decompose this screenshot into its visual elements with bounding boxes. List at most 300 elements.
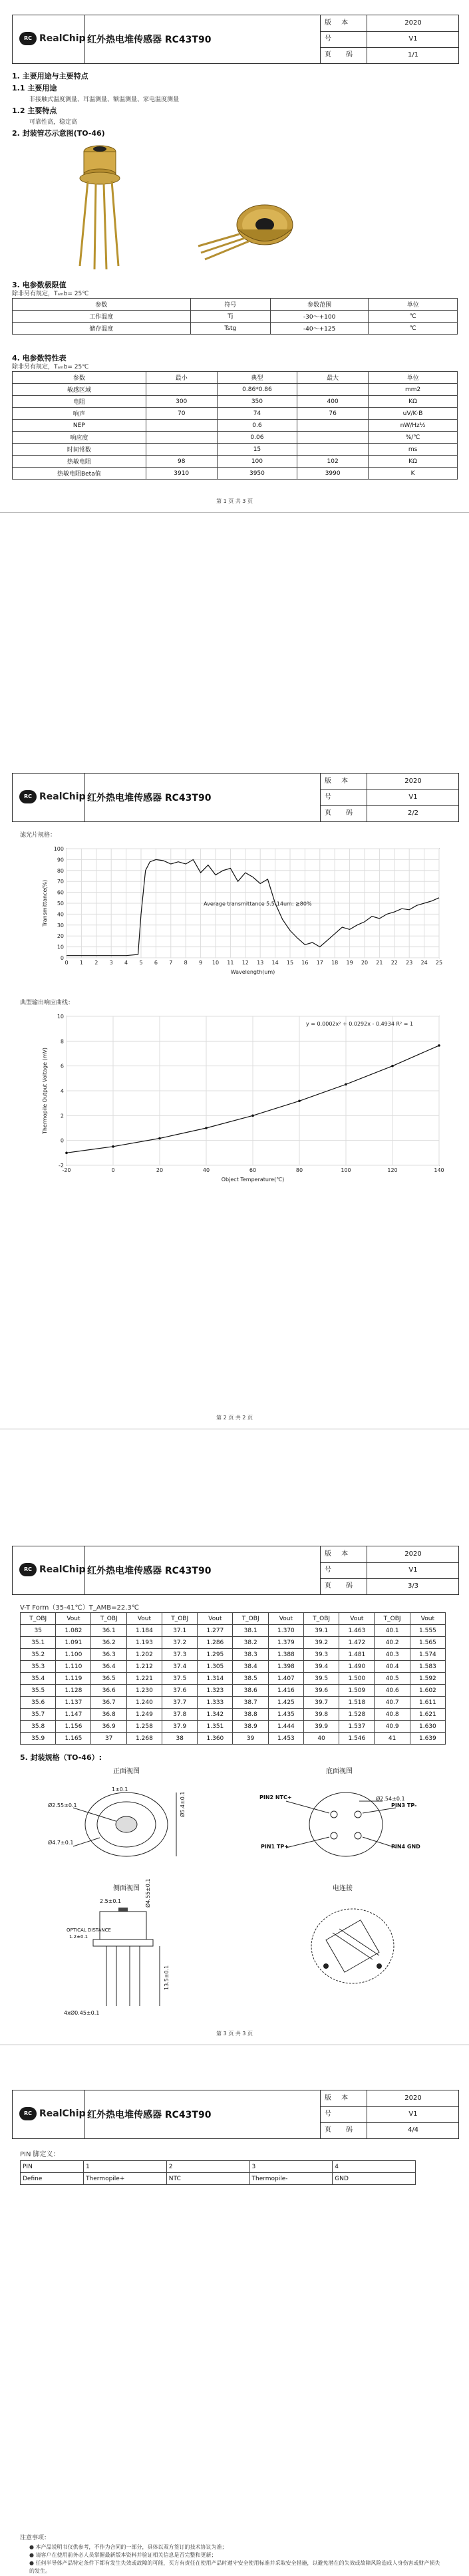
td: 35.2 <box>21 1649 56 1661</box>
version-year: 2020 <box>404 1550 422 1558</box>
page-value: 3/3 <box>407 1582 419 1590</box>
x-tick-label: 24 <box>420 960 428 966</box>
td: 40 <box>303 1733 339 1745</box>
td: 39.7 <box>303 1697 339 1709</box>
td: 37.3 <box>162 1649 197 1661</box>
pin-table <box>20 2160 416 2185</box>
td: ms <box>369 444 458 456</box>
x-tick-label: 20 <box>156 1167 164 1173</box>
data-point <box>158 1137 161 1140</box>
version-value: V1 <box>408 793 418 801</box>
x-tick-label: 9 <box>199 960 203 966</box>
td: Tstg <box>190 323 270 335</box>
td: 36.7 <box>91 1697 126 1709</box>
table-row <box>21 1733 446 1745</box>
td: 38.3 <box>233 1649 268 1661</box>
data-point <box>205 1127 208 1129</box>
th: 单位 <box>369 299 458 311</box>
td: 1.509 <box>339 1685 375 1697</box>
td: 37.5 <box>162 1673 197 1685</box>
td: 40.8 <box>375 1709 410 1721</box>
td: KΩ <box>369 396 458 408</box>
doc-meta <box>320 1546 459 1594</box>
td: 35.6 <box>21 1697 56 1709</box>
td: 1.110 <box>56 1661 91 1673</box>
x-tick-label: 40 <box>202 1167 210 1173</box>
td: 38.1 <box>233 1625 268 1637</box>
logo-mark: RC <box>19 32 37 45</box>
td: 36.6 <box>91 1685 126 1697</box>
td: 0.86*0.86 <box>217 384 297 396</box>
td: 39.1 <box>303 1625 339 1637</box>
td: uV/K·B <box>369 408 458 420</box>
logo <box>13 2090 85 2138</box>
x-tick-label: 120 <box>387 1167 398 1173</box>
table-row <box>13 456 458 468</box>
td: 36.2 <box>91 1637 126 1649</box>
td: 35.1 <box>21 1637 56 1649</box>
bottom-view-drawing <box>259 1775 419 1874</box>
td: 1.314 <box>198 1673 233 1685</box>
td: 300 <box>146 396 217 408</box>
td: 38.8 <box>233 1709 268 1721</box>
td: %/℃ <box>369 432 458 444</box>
td: 热敏电阻 <box>13 456 146 468</box>
td: 40.9 <box>375 1721 410 1733</box>
td: 40.3 <box>375 1649 410 1661</box>
y-tick-label: 10 <box>57 1014 64 1020</box>
data-point <box>391 1065 394 1068</box>
table-row <box>21 1649 446 1661</box>
filter-title: 滤光片规格： <box>20 832 57 839</box>
page-footer: 第 2 页 共 2 页 <box>216 1415 253 1421</box>
y-tick-label: 80 <box>57 867 64 874</box>
dim-opt: OPTICAL DISTANCE <box>67 1928 111 1933</box>
x-tick-label: 19 <box>346 960 353 966</box>
logo-mark: RC <box>19 1563 37 1576</box>
doc-title: 红外热电堆传感器 RC43T90 <box>87 1566 212 1576</box>
section-2-title: 2. 封装管芯示意图(TO-46) <box>12 129 105 138</box>
th: 最大 <box>297 372 369 384</box>
pin4-label: PIN4 GND <box>391 1844 420 1850</box>
y-axis-label: Transmittance(%) <box>42 879 48 927</box>
td: 39.9 <box>303 1721 339 1733</box>
td: 40.1 <box>375 1625 410 1637</box>
page-divider <box>0 512 469 513</box>
th: T_OBJ <box>162 1613 197 1625</box>
section-1-1-title: 1.1 主要用途 <box>12 84 57 92</box>
th: Vout <box>410 1613 445 1625</box>
td: 1.416 <box>268 1685 303 1697</box>
td: 1.444 <box>268 1721 303 1733</box>
doc-title: 红外热电堆传感器 RC43T90 <box>87 2110 212 2120</box>
table-row <box>13 396 458 408</box>
version-year: 2020 <box>404 19 422 27</box>
doc-header <box>12 15 459 64</box>
page-key: 页 码 <box>321 2122 367 2138</box>
data-point <box>251 1115 254 1117</box>
circuit-drawing <box>286 1893 419 2006</box>
td: 37.6 <box>162 1685 197 1697</box>
dim-d1: Ø2.55±0.1 <box>48 1802 77 1808</box>
y-tick-label: 50 <box>57 901 64 907</box>
td: 1.286 <box>198 1637 233 1649</box>
y-tick-label: 90 <box>57 857 64 863</box>
td: 37.9 <box>162 1721 197 1733</box>
th: Vout <box>126 1613 162 1625</box>
note-1: ● 本产品说明书仅供参考，不作为合同的一部分，具体以双方签订的技术协议为准； <box>29 2544 228 2550</box>
x-tick-label: 16 <box>301 960 309 966</box>
td <box>297 420 369 432</box>
td: 35.3 <box>21 1661 56 1673</box>
td: 储存温度 <box>13 323 191 335</box>
td: K <box>369 468 458 480</box>
td: mm2 <box>369 384 458 396</box>
td: 响声 <box>13 408 146 420</box>
data-point <box>112 1145 114 1148</box>
y-tick-label: 60 <box>57 889 64 896</box>
x-tick-label: 80 <box>295 1167 303 1173</box>
td: 36.3 <box>91 1649 126 1661</box>
td: 76 <box>297 408 369 420</box>
th: 单位 <box>369 372 458 384</box>
th: 3 <box>249 2161 333 2173</box>
y-tick-label: 8 <box>60 1038 64 1045</box>
td: 400 <box>297 396 369 408</box>
td: 37.7 <box>162 1697 197 1709</box>
td: 1.128 <box>56 1685 91 1697</box>
dim-d10: 4xØ0.45±0.1 <box>64 2010 100 2016</box>
td: 1.202 <box>126 1649 162 1661</box>
doc-meta <box>320 15 459 63</box>
td: 15 <box>217 444 297 456</box>
table-row <box>21 1625 446 1637</box>
vt-title: V-T Form（35-41℃）T_AMB=22.3℃ <box>20 1604 140 1612</box>
td: 1.258 <box>126 1721 162 1733</box>
td: nW/Hz½ <box>369 420 458 432</box>
side-view-drawing <box>47 1893 200 2019</box>
td: 1.435 <box>268 1709 303 1721</box>
y-tick-label: 6 <box>60 1063 64 1070</box>
vt-table <box>20 1612 446 1745</box>
th: 1 <box>84 2161 167 2173</box>
brand-name: RealChip <box>39 2108 86 2119</box>
td: 102 <box>297 456 369 468</box>
bottom-view-label: 底面视图 <box>326 1768 353 1775</box>
doc-header <box>12 1546 459 1595</box>
td <box>146 420 217 432</box>
chart-annotation: Average transmittance 5.5-14um: ≧80% <box>204 901 312 907</box>
td <box>297 444 369 456</box>
td: 1.528 <box>339 1709 375 1721</box>
td: 39 <box>233 1733 268 1745</box>
td: 38.2 <box>233 1637 268 1649</box>
package-photo-top <box>192 200 311 263</box>
td: 1.463 <box>339 1625 375 1637</box>
td: 1.323 <box>198 1685 233 1697</box>
th: 4 <box>333 2161 416 2173</box>
td: 3990 <box>297 468 369 480</box>
table-row <box>21 1721 446 1733</box>
td: 36.9 <box>91 1721 126 1733</box>
circuit-label: 电连接 <box>333 1885 353 1892</box>
td: 37.2 <box>162 1637 197 1649</box>
x-tick-label: 21 <box>376 960 383 966</box>
td: 39.5 <box>303 1673 339 1685</box>
x-tick-label: 6 <box>154 960 158 966</box>
x-tick-label: 8 <box>184 960 188 966</box>
td: 1.472 <box>339 1637 375 1649</box>
td: 40.5 <box>375 1673 410 1685</box>
td: 热敏电阻Beta值 <box>13 468 146 480</box>
td: 35.5 <box>21 1685 56 1697</box>
td: 0.06 <box>217 432 297 444</box>
td: 1.156 <box>56 1721 91 1733</box>
td: 39.6 <box>303 1685 339 1697</box>
page-footer: 第 3 页 共 3 页 <box>216 2031 253 2037</box>
x-tick-label: 3 <box>109 960 113 966</box>
th: Vout <box>339 1613 375 1625</box>
x-tick-label: 25 <box>435 960 443 966</box>
td: 38.6 <box>233 1685 268 1697</box>
x-tick-label: 2 <box>94 960 98 966</box>
x-tick-label: 17 <box>316 960 323 966</box>
td: 35.9 <box>21 1733 56 1745</box>
td: 39.8 <box>303 1709 339 1721</box>
th: Vout <box>268 1613 303 1625</box>
td: 1.398 <box>268 1661 303 1673</box>
td: 3910 <box>146 468 217 480</box>
dim-d8: 13.5±0.1 <box>164 1965 170 1990</box>
td: 350 <box>217 396 297 408</box>
page-value: 2/2 <box>407 809 419 817</box>
td: 响应度 <box>13 432 146 444</box>
td: 100 <box>217 456 297 468</box>
version-key: 版 本 号 <box>321 774 367 789</box>
td: Tj <box>190 311 270 323</box>
logo-mark: RC <box>19 790 37 803</box>
td: Define <box>21 2173 84 2185</box>
td: 74 <box>217 408 297 420</box>
doc-meta <box>320 2090 459 2138</box>
td: Thermopile- <box>249 2173 333 2185</box>
dim-d4: 1±0.1 <box>112 1787 128 1792</box>
td: 敏感区域 <box>13 384 146 396</box>
table-row <box>21 1661 446 1673</box>
section-1-2-text: 可靠性高，稳定高 <box>29 119 78 126</box>
y-tick-label: 40 <box>57 911 64 918</box>
td: 40.2 <box>375 1637 410 1649</box>
characteristics-table <box>12 371 458 480</box>
table-row <box>21 1685 446 1697</box>
td: NTC <box>166 2173 249 2185</box>
page-value: 1/1 <box>407 51 419 59</box>
notes-title: 注意事项： <box>20 2535 51 2541</box>
th: 2 <box>166 2161 249 2173</box>
x-tick-label: 12 <box>241 960 249 966</box>
x-tick-label: 4 <box>124 960 128 966</box>
th: PIN <box>21 2161 84 2173</box>
td: 1.333 <box>198 1697 233 1709</box>
td: 40.4 <box>375 1661 410 1673</box>
front-view-label: 正面视图 <box>113 1768 140 1775</box>
page-key: 页 码 <box>321 47 367 63</box>
th: 最小 <box>146 372 217 384</box>
td: GND <box>333 2173 416 2185</box>
td: 1.119 <box>56 1673 91 1685</box>
table-row <box>13 468 458 480</box>
table-row <box>13 444 458 456</box>
td: 0.6 <box>217 420 297 432</box>
td: 工作温度 <box>13 311 191 323</box>
td: 1.230 <box>126 1685 162 1697</box>
td: 38.4 <box>233 1661 268 1673</box>
pin-title: PIN 脚定义： <box>20 2151 60 2158</box>
td: 37.1 <box>162 1625 197 1637</box>
th: 符号 <box>190 299 270 311</box>
td <box>146 432 217 444</box>
x-tick-label: 14 <box>271 960 279 966</box>
doc-title: 红外热电堆传感器 RC43T90 <box>87 35 212 45</box>
td: 1.147 <box>56 1709 91 1721</box>
td: 1.481 <box>339 1649 375 1661</box>
td: Thermopile+ <box>84 2173 167 2185</box>
section-4-note: 除非另有规定，Tₐₘb= 25℃ <box>12 364 89 370</box>
x-tick-label: 23 <box>406 960 413 966</box>
page-footer: 第 1 页 共 3 页 <box>216 498 253 504</box>
y-tick-label: 100 <box>53 846 64 852</box>
dim-d9: 1.2±0.1 <box>69 1934 88 1939</box>
doc-header <box>12 2090 459 2139</box>
section-5-title: 5. 封装规格（TO-46）: <box>20 1753 102 1762</box>
table-row <box>13 408 458 420</box>
td: 1.630 <box>410 1721 445 1733</box>
td: 39.4 <box>303 1661 339 1673</box>
td: 38.5 <box>233 1673 268 1685</box>
td: 1.193 <box>126 1637 162 1649</box>
x-tick-label: 1 <box>79 960 83 966</box>
td: 39.2 <box>303 1637 339 1649</box>
td: 70 <box>146 408 217 420</box>
td: 1.295 <box>198 1649 233 1661</box>
x-axis-label: Object Temperature(℃) <box>221 1177 285 1183</box>
x-tick-label: 20 <box>361 960 369 966</box>
transmittance-chart <box>40 843 446 976</box>
data-point <box>345 1083 347 1085</box>
logo <box>13 774 85 821</box>
table-row <box>13 420 458 432</box>
td: 1.555 <box>410 1625 445 1637</box>
doc-header <box>12 773 459 822</box>
section-3-title: 3. 电参数极限值 <box>12 281 67 289</box>
x-tick-label: 0 <box>65 960 69 966</box>
td: 36.5 <box>91 1673 126 1685</box>
section-1-title: 1. 主要用途与主要特点 <box>12 72 88 80</box>
td: 1.165 <box>56 1733 91 1745</box>
td: 1.500 <box>339 1673 375 1685</box>
th: T_OBJ <box>21 1613 56 1625</box>
x-tick-label: 11 <box>227 960 234 966</box>
version-key: 版 本 号 <box>321 2090 367 2106</box>
data-point <box>438 1044 440 1047</box>
td: 1.360 <box>198 1733 233 1745</box>
td: 1.305 <box>198 1661 233 1673</box>
td: 1.137 <box>56 1697 91 1709</box>
td: 38.7 <box>233 1697 268 1709</box>
y-tick-label: 30 <box>57 922 64 929</box>
td: 35 <box>21 1625 56 1637</box>
td <box>146 444 217 456</box>
table-row <box>21 1697 446 1709</box>
td: 1.351 <box>198 1721 233 1733</box>
x-tick-label: -20 <box>62 1167 71 1173</box>
output-chart <box>40 1011 446 1184</box>
td: 1.342 <box>198 1709 233 1721</box>
td: 1.565 <box>410 1637 445 1649</box>
td: 1.379 <box>268 1637 303 1649</box>
td: 38.9 <box>233 1721 268 1733</box>
x-axis-label: Wavelength(um) <box>230 969 275 975</box>
td: 1.611 <box>410 1697 445 1709</box>
section-4-title: 4. 电参数特性表 <box>12 354 67 362</box>
version-value: V1 <box>408 2110 418 2118</box>
logo <box>13 1546 85 1594</box>
td <box>297 384 369 396</box>
td: 1.583 <box>410 1661 445 1673</box>
td: 37.8 <box>162 1709 197 1721</box>
td: 时间常数 <box>13 444 146 456</box>
table-header <box>21 1613 446 1625</box>
note-2: ● 请客户在使用前务必人员掌握最新版本资料并验证相关信息是否完整和更新； <box>29 2552 217 2558</box>
th: 参数 <box>13 372 146 384</box>
td: 3950 <box>217 468 297 480</box>
brand-name: RealChip <box>39 33 86 44</box>
th: T_OBJ <box>375 1613 410 1625</box>
pin1-label: PIN1 TP+ <box>261 1844 289 1850</box>
td: 1.425 <box>268 1697 303 1709</box>
td: 1.221 <box>126 1673 162 1685</box>
section-1-2-title: 1.2 主要特点 <box>12 106 57 115</box>
x-tick-label: 140 <box>434 1167 444 1173</box>
td: 35.7 <box>21 1709 56 1721</box>
y-tick-label: 10 <box>57 944 64 950</box>
td: 40.7 <box>375 1697 410 1709</box>
pin2-label: PIN2 NTC+ <box>259 1794 292 1800</box>
th: Vout <box>198 1613 233 1625</box>
brand-name: RealChip <box>39 1564 86 1575</box>
td: 1.574 <box>410 1649 445 1661</box>
package-photo-side <box>53 140 140 273</box>
page-key: 页 码 <box>321 805 367 821</box>
version-year: 2020 <box>404 2094 422 2102</box>
td: 41 <box>375 1733 410 1745</box>
page-value: 4/4 <box>407 2126 419 2134</box>
td: -40～+125 <box>271 323 369 335</box>
x-tick-label: 7 <box>169 960 173 966</box>
y-tick-label: 2 <box>60 1113 64 1119</box>
td: ℃ <box>369 323 458 335</box>
td: 35.4 <box>21 1673 56 1685</box>
td: 1.212 <box>126 1661 162 1673</box>
td: 1.268 <box>126 1733 162 1745</box>
td: KΩ <box>369 456 458 468</box>
td: NEP <box>13 420 146 432</box>
td: 36.8 <box>91 1709 126 1721</box>
td: 1.407 <box>268 1673 303 1685</box>
td: 37 <box>91 1733 126 1745</box>
version-key: 版 本 号 <box>321 15 367 31</box>
doc-meta <box>320 774 459 821</box>
